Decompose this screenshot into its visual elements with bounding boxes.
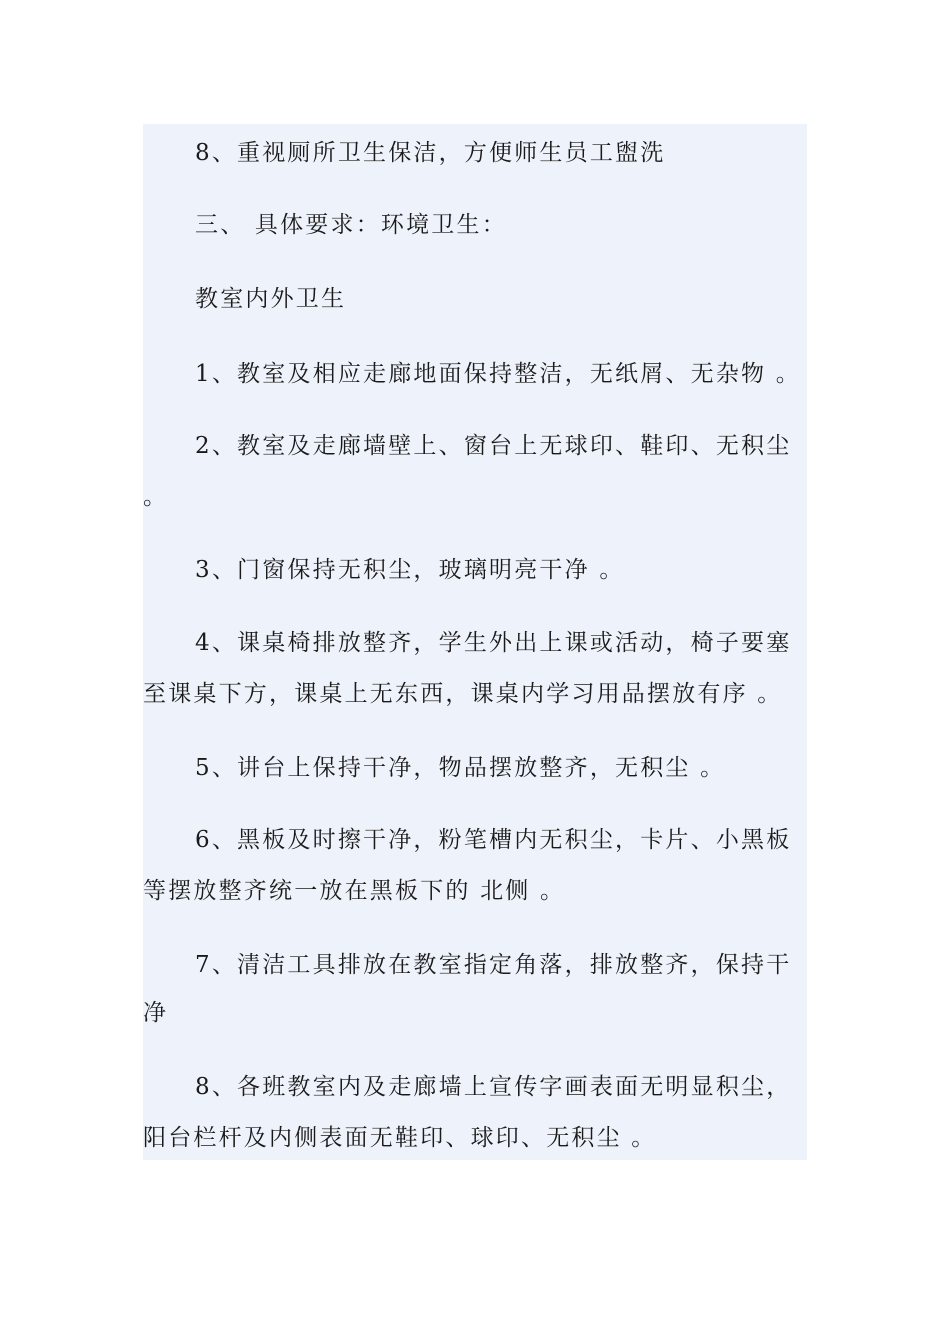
paragraph-continuation: 等摆放整齐统一放在黑板下的 北侧 。 xyxy=(143,878,566,904)
paragraph-continuation: 。 xyxy=(143,484,169,510)
paragraph-line: 3、门窗保持无积尘，玻璃明亮干净 。 xyxy=(195,557,625,583)
paragraph-continuation: 至课桌下方，课桌上无东西，课桌内学习用品摆放有序 。 xyxy=(143,681,783,707)
paragraph-line: 7、清洁工具排放在教室指定角落，排放整齐，保持干 xyxy=(195,952,792,978)
paragraph-line: 1、教室及相应走廊地面保持整洁，无纸屑、无杂物 。 xyxy=(195,361,801,387)
subsection-heading: 教室内外卫生 xyxy=(195,286,347,312)
paragraph-line: 5、讲台上保持干净，物品摆放整齐，无积尘 。 xyxy=(195,755,726,781)
paragraph-line: 8、各班教室内及走廊墙上宣传字画表面无明显积尘， xyxy=(195,1074,792,1100)
paragraph-line: 6、黑板及时擦干净，粉笔槽内无积尘，卡片、小黑板 xyxy=(195,827,792,853)
paragraph-line: 8、重视厕所卫生保洁，方便师生员工盥洗 xyxy=(195,140,666,166)
section-heading: 三、 具体要求：环境卫生： xyxy=(195,212,507,238)
paragraph-continuation: 净 xyxy=(143,1000,169,1026)
paragraph-continuation: 阳台栏杆及内侧表面无鞋印、球印、无积尘 。 xyxy=(143,1125,657,1151)
paragraph-line: 2、教室及走廊墙壁上、窗台上无球印、鞋印、无积尘 xyxy=(195,433,792,459)
document-body xyxy=(143,124,807,1160)
paragraph-line: 4、课桌椅排放整齐，学生外出上课或活动，椅子要塞 xyxy=(195,630,792,656)
